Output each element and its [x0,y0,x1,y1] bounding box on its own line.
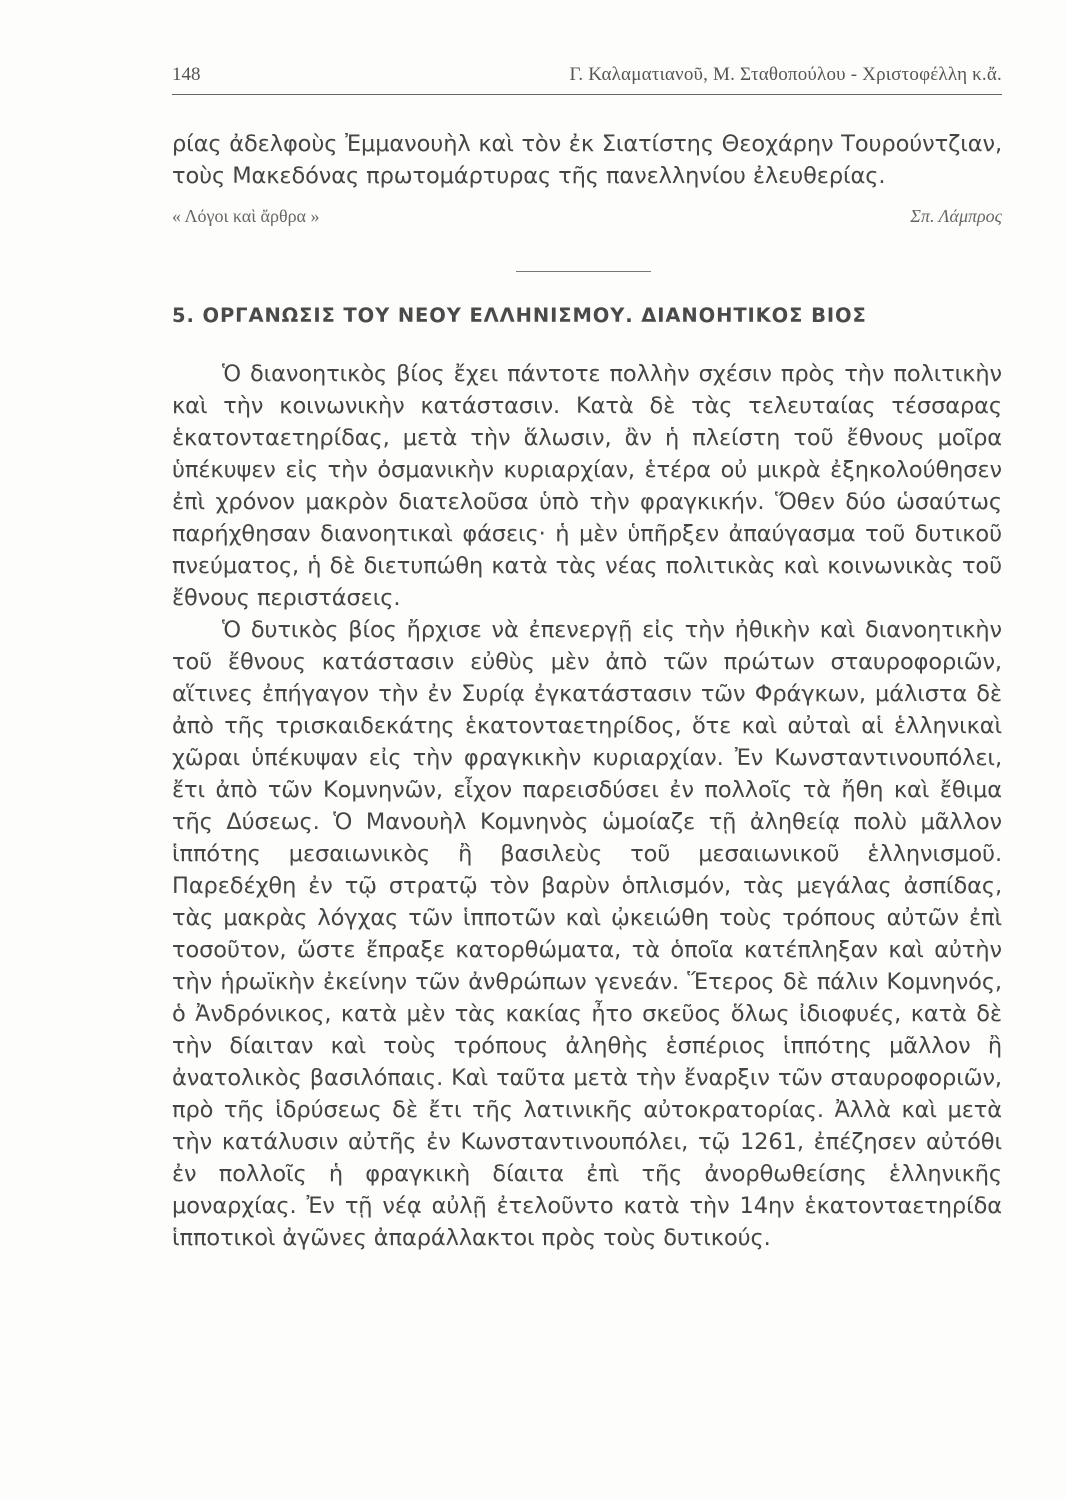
source-title: « Λόγοι καὶ ἄρθρα » [172,206,320,226]
paragraph: Ὁ δυτικὸς βίος ἤρχισε νὰ ἐπενεργῇ εἰς τὴν ἠθικὴν καὶ διανοητικὴν τοῦ ἔθνους κατάστασιν εὐθὺς μὲν ἀπὸ τῶν πρώτων σταυροφοριῶν, αἵτινες ἐπήγαγον τὴν ἐν Συρίᾳ ἐγκατάστασιν τῶν Φράγκων, μάλιστα δὲ ἀπὸ τῆς τρισκαιδεκάτης ἑκατονταετηρίδος, ὅτε καὶ αὐταὶ αἱ ἑλληνικαὶ χῶραι ὑπέκυψαν εἰς τὴν φραγκικὴν κυριαρχίαν. Ἐν Κωνσταντινουπόλει, ἔτι ἀπὸ τῶν Κομνηνῶν, εἶχον παρεισδύσει ἐν πολλοῖς τὰ ἤθη καὶ ἔθιμα τῆς Δύσεως. Ὁ Μανουὴλ Κομνηνὸς ὡμοίαζε τῇ ἀληθείᾳ πολὺ μᾶλλον ἱππότης μεσαιωνικὸς ἢ βασιλεὺς τοῦ μεσαιωνικοῦ ἑλληνισμοῦ. Παρεδέχθη ἐν τῷ στρατῷ τὸν βαρὺν ὁπλισμόν, τὰς μεγάλας ἀσπίδας, τὰς μακρὰς λόγχας τῶν ἱπποτῶν καὶ ᾠκειώθη τοὺς τρόπους αὐτῶν ἐπὶ τοσοῦτον, ὥστε ἔπραξε κατορθώματα, τὰ ὁποῖα κατέπληξαν καὶ αὐτὴν τὴν ἡρωϊκὴν ἐκείνην τῶν ἀνθρώπων γενεάν. Ἕτερος δὲ πάλιν Κομνηνός, ὁ Ἀνδρόνικος, κατὰ μὲν τὰς κακίας ἦτο σκεῦος ὅλως ἰδιοφυές, κατὰ δὲ τὴν δίαιταν καὶ τοὺς τρόπους ἀληθὴς ἑσπέριος ἱππότης μᾶλλον ἢ ἀνατολικὸς βασιλόπαις. Καὶ ταῦτα μετὰ τὴν ἔναρξιν τῶν σταυροφοριῶν, πρὸ τῆς ἱδρύσεως δὲ ἔτι τῆς λατινικῆς αὐτοκρατορίας. Ἀλλὰ καὶ μετὰ τὴν κατάλυσιν αὐτῆς ἐν Κωνσταντινουπόλει, τῷ 1261, ἐπέζησεν αὐτόθι ἐν πολλοῖς ἡ φραγκικὴ δίαιτα ἐπὶ τῆς ἀνορθωθείσης ἑλληνικῆς μοναρχίας. Ἐν τῇ νέᾳ αὐλῇ ἐτελοῦντο κατὰ τὴν 14ην ἑκατονταετηρίδα ἱπποτικοὶ ἀγῶνες ἀπαράλλακτοι πρὸς τοὺς δυτικούς. [172,617,1002,1251]
page-number: 148 [172,64,201,85]
source-author: Σπ. Λάμπρος [910,206,1002,226]
running-header [172,58,1002,94]
header-divider [172,94,1002,95]
running-title: Γ. Καλαματιανοῦ, Μ. Σταθοπούλου - Χριστοφέλλη κ.ἄ. [569,64,1002,85]
section-body [172,358,1002,1254]
section-heading: 5. ΟΡΓΑΝΩΣΙΣ ΤΟΥ ΝΕΟΥ ΕΛΛΗΝΙΣΜΟΥ. ΔΙΑΝΟΗΤΙΚΟΣ ΒΙΟΣ [172,304,867,327]
source-citation [172,206,1002,236]
paragraph: Ὁ διανοητικὸς βίος ἔχει πάντοτε πολλὴν σχέσιν πρὸς τὴν πολιτικὴν καὶ τὴν κοινωνικὴν κατάστασιν. Κατὰ δὲ τὰς τελευταίας τέσσαρας ἑκατονταετηρίδας, μετὰ τὴν ἅλωσιν, ἂν ἡ πλείστη τοῦ ἔθνους μοῖρα ὑπέκυψεν εἰς τὴν ὀσμανικὴν κυριαρχίαν, ἑτέρα οὐ μικρὰ ἐξηκολούθησεν ἐπὶ χρόνον μακρὸν διατελοῦσα ὑπὸ τὴν φραγκικήν. Ὅθεν δύο ὡσαύτως παρήχθησαν διανοητικαὶ φάσεις· ἡ μὲν ὑπῆρξεν ἀπαύγασμα τοῦ δυτικοῦ πνεύματος, ἡ δὲ διετυπώθη κατὰ τὰς νέας πολιτικὰς καὶ κοινωνικὰς τοῦ ἔθνους περιστάσεις. [172,361,1002,611]
intro-paragraph: ρίας ἀδελφοὺς Ἐμμανουὴλ καὶ τὸν ἐκ Σιατίστης Θεοχάρην Τουρούντζιαν, τοὺς Μακεδόνας πρωτομάρτυρας τῆς πανελληνίου ἐλευθερίας. [172,131,1002,189]
section-divider [516,271,651,272]
